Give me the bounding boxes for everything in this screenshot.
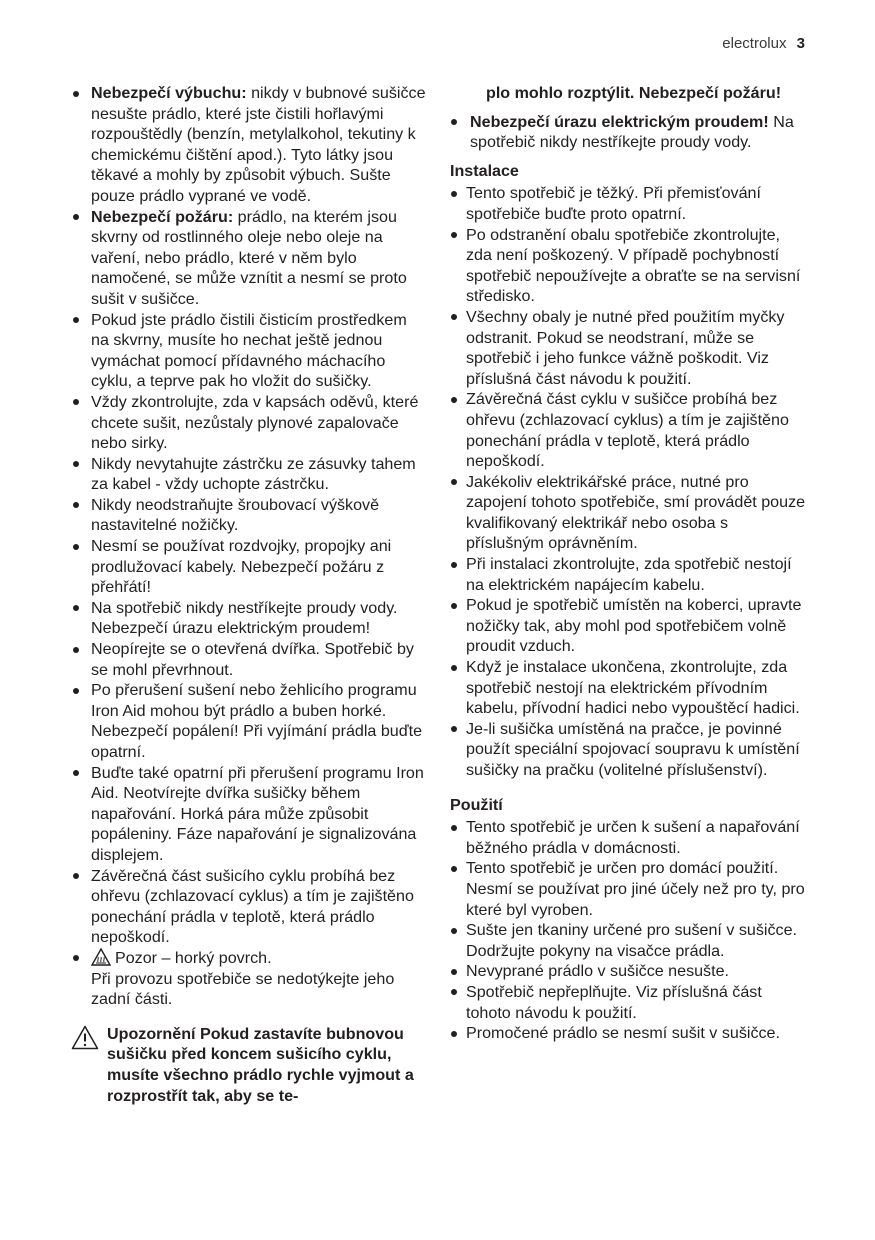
brand-name: electrolux bbox=[722, 35, 787, 52]
list-item: Vždy zkontrolujte, zda v kapsách oděvů, které chcete sušit, nezůstaly plynové zapalovače nebo sirky. bbox=[71, 392, 428, 454]
list-item: Závěrečná část sušicího cyklu probíhá bez ohřevu (zchlazovací cyklus) a tím je zajištěno ponechání prádla v teplotě, která prádlo nepoškodí. bbox=[71, 866, 428, 948]
list-item: Nebezpečí požáru: prádlo, na kterém jsou skvrny od rostlinného oleje nebo oleje na vaření, nebo prádlo, které v něm bylo namočené, se může vznítit a nesmí se proto sušit v sušičce. bbox=[71, 207, 428, 310]
list-item: Spotřebič nepřeplňujte. Viz příslušná část tohoto návodu k použití. bbox=[450, 982, 807, 1023]
list-item: Buďte také opatrní při přerušení programu Iron Aid. Neotvírejte dvířka sušičky během napařování. Horká pára může způsobit popáleniny. Fáze napařování je signalizována displejem. bbox=[71, 763, 428, 866]
warning-icon bbox=[71, 1025, 99, 1050]
section-heading-pouziti: Použití bbox=[450, 795, 503, 814]
list-item: Nesmí se používat rozdvojky, propojky ani prodlužovací kabely. Nebezpečí požáru z přehřátí! bbox=[71, 536, 428, 598]
list-item: Závěrečná část cyklu v sušičce probíhá bez ohřevu (zchlazovací cyklus) a tím je zajištěno ponechání prádla v teplotě, která prádlo nepoškodí. bbox=[450, 389, 807, 471]
hot-surface-text: Při provozu spotřebiče se nedotýkejte jeho zadní části. bbox=[91, 969, 395, 1009]
list-item: Promočené prádlo se nesmí sušit v sušičce. bbox=[450, 1023, 807, 1044]
list-item: Neopírejte se o otevřená dvířka. Spotřebič by se mohl převrhnout. bbox=[71, 639, 428, 680]
warning-text: Upozornění Pokud zastavíte bubnovou sušičku před koncem sušicího cyklu, musíte všechno prádlo rychle vyjmout a rozprostřít tak, aby se te- bbox=[107, 1024, 414, 1105]
list-item: Pokud jste prádlo čistili čisticím prostředkem na skvrny, musíte ho nechat ještě jednou vymáchat pomocí přídavného máchacího cyklu, a teprve pak ho vložit do sušičky. bbox=[71, 310, 428, 392]
safety-list bbox=[71, 83, 428, 1010]
list-item: Sušte jen tkaniny určené pro sušení v sušičce. Dodržujte pokyny na visačce prádla. bbox=[450, 920, 807, 961]
list-item: Po přerušení sušení nebo žehlicího programu Iron Aid mohou být prádlo a buben horké. Nebezpečí popálení! Při vyjímání prádla buďte opatrní. bbox=[71, 680, 428, 762]
list-item: Nikdy nevytahujte zástrčku ze zásuvky tahem za kabel - vždy uchopte zástrčku. bbox=[71, 454, 428, 495]
left-column bbox=[71, 83, 428, 1106]
list-item: Nebezpečí úrazu elektrickým proudem! Na spotřebič nikdy nestříkejte proudy vody. bbox=[450, 112, 807, 153]
hot-surface-item bbox=[71, 948, 428, 1010]
warning-block bbox=[71, 1024, 428, 1106]
list-item: Nevyprané prádlo v sušičce nesušte. bbox=[450, 961, 807, 982]
page-number: 3 bbox=[796, 35, 805, 52]
pouziti-list bbox=[450, 817, 807, 1044]
list-item: Pokud je spotřebič umístěn na koberci, upravte nožičky tak, aby mohl pod spotřebičem volně proudit vzduch. bbox=[450, 595, 807, 657]
list-item: Tento spotřebič je určen k sušení a napařování běžného prádla v domácnosti. bbox=[450, 817, 807, 858]
list-item: Tento spotřebič je určen pro domácí použití. Nesmí se používat pro jiné účely než pro ty, pro které byl vyroben. bbox=[450, 858, 807, 920]
instalace-list bbox=[450, 183, 807, 780]
shock-list bbox=[450, 112, 807, 153]
page-header bbox=[722, 34, 805, 54]
right-column bbox=[450, 83, 807, 1044]
warning-continuation: plo mohlo rozptýlit. Nebezpečí požáru! bbox=[486, 84, 782, 102]
list-item: Po odstranění obalu spotřebiče zkontrolujte, zda není poškozený. V případě pochybností spotřebič nepoužívejte a obraťte se na servisní středisko. bbox=[450, 225, 807, 307]
hot-surface-icon bbox=[91, 948, 111, 966]
list-item: Při instalaci zkontrolujte, zda spotřebič nestojí na elektrickém napájecím kabelu. bbox=[450, 554, 807, 595]
section-heading-instalace: Instalace bbox=[450, 161, 519, 180]
hot-surface-title: Pozor – horký povrch. bbox=[115, 948, 272, 967]
list-item: Nebezpečí výbuchu: nikdy v bubnové sušičce nesušte prádlo, které jste čistili hořlavými rozpouštědly (benzín, metylalkohol, tekutiny k chemickému čištění apod.). Tyto látky jsou těkavé a mohly by způsobit výbuch. Sušte pouze prádlo vyprané ve vodě. bbox=[71, 83, 428, 207]
list-item: Na spotřebič nikdy nestříkejte proudy vody. Nebezpečí úrazu elektrickým proudem! bbox=[71, 598, 428, 639]
list-item: Jakékoliv elektrikářské práce, nutné pro zapojení tohoto spotřebiče, smí provádět pouze kvalifikovaný elektrikář nebo osoba s příslušným oprávněním. bbox=[450, 472, 807, 554]
list-item: Všechny obaly je nutné před použitím myčky odstranit. Pokud se neodstraní, může se spotřebič i jeho funkce vážně poškodit. Viz příslušná část návodu k použití. bbox=[450, 307, 807, 389]
list-item: Je-li sušička umístěná na pračce, je povinné použít speciální spojovací soupravu k umístění sušičky na pračku (volitelné příslušenství). bbox=[450, 719, 807, 781]
list-item: Tento spotřebič je těžký. Při přemisťování spotřebiče buďte proto opatrní. bbox=[450, 183, 807, 224]
list-item: Když je instalace ukončena, zkontrolujte, zda spotřebič nestojí na elektrickém přívodním kabelu, přívodní hadici nebo vypouštěcí hadici. bbox=[450, 657, 807, 719]
list-item: Nikdy neodstraňujte šroubovací výškově nastavitelné nožičky. bbox=[71, 495, 428, 536]
